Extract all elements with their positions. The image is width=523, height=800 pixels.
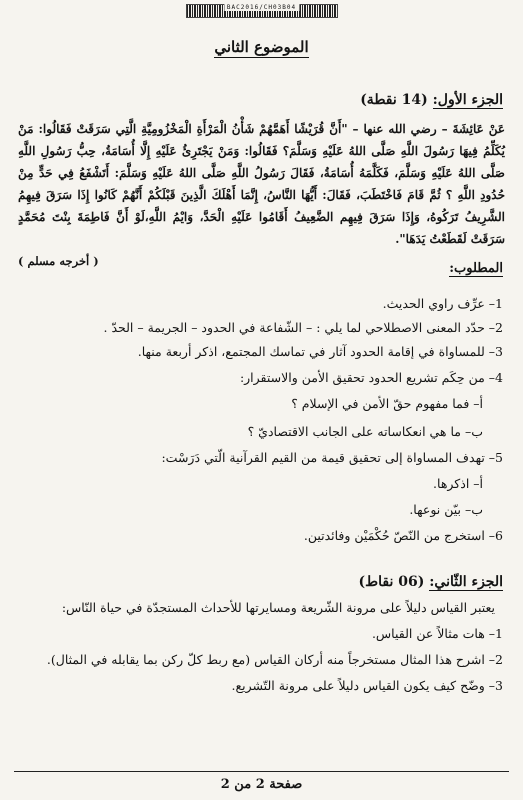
- hadith-text-block: [18, 118, 505, 272]
- part2-heading: [359, 574, 503, 590]
- topic-title-text: الموضوع الثاني: [214, 38, 309, 56]
- barcode-text: BAC2016/CH03B04: [224, 4, 299, 11]
- part2-label: الجزء الثّاني:: [429, 574, 503, 590]
- part1-label: الجزء الأول:: [432, 92, 503, 108]
- part2-question-1: 1– هات مثالاً عن القياس.: [371, 626, 503, 641]
- required-label: المطلوب:: [449, 261, 503, 276]
- question-2: 2– حدّد المعنى الاصطلاحي لما يلي : – الشّفاعة في الحدود – الجريمة – الحدّ .: [103, 320, 503, 335]
- page-number: صفحة 2 من 2: [220, 777, 303, 792]
- hadith-source: ( أخرجه مسلم ): [18, 254, 99, 268]
- question-4b: ب– ما هي انعكاساته على الجانب الاقتصاديّ ؟: [247, 424, 483, 439]
- topic-title: [0, 38, 523, 56]
- hadith-text: عَنْ عَائِشَةَ – رضي الله عنها – "أَنَّ قُرَيْشًا أَهَمَّهُمْ شَأْنُ الْمَرْأَةِ الْمَخْزُومِيَّةِ الَّتِي سَرَقَتْ فَقَالُوا: مَنْ يُكَلِّمُ فِيهَا رَسُولَ اللَّهِ صَلَّى اللهُ عَلَيْهِ وَسَلَّمَ؟ فَقَالُوا: وَمَنْ يَجْتَرِئُ عَلَيْهِ إِلَّا أُسَامَةُ، حِبُّ رَسُولِ اللَّهِ صَلَّى اللهُ عَلَيْهِ وَسَلَّمَ، فَكَلَّمَهُ أُسَامَةُ، فَقَالَ رَسُولُ اللَّهِ صَلَّى اللهُ عَلَيْهِ وَسَلَّمَ: أَتَشْفَعُ فِي حَدٍّ مِنْ حُدُودِ اللَّهِ ؟ ثُمَّ قَامَ فَاخْتَطَبَ، فَقَالَ: أَيُّهَا النَّاسُ، إِنَّمَا أَهْلَكَ الَّذِينَ قَبْلَكُمْ أَنَّهُمْ كَانُوا إِذَا سَرَقَ فِيهِمُ الشَّرِيفُ تَرَكُوهُ، وَإِذَا سَرَقَ فِيهِم الضَّعِيفُ أَقَامُوا عَلَيْهِ الْحَدَّ، وَايْمُ اللَّهِ،لَوْ أَنَّ فَاطِمَةَ بِنْتَ مُحَمَّدٍ سَرَقَتْ لَقَطَعْتُ يَدَهَا".: [18, 122, 505, 246]
- part2-question-2: 2– اشرح هذا المثال مستخرجاً منه أركان القياس (مع ربط كلّ ركن بما يقابله في المثال).: [46, 652, 503, 667]
- question-3: 3– للمساواة في إقامة الحدود آثار في تماسك المجتمع، اذكر أربعة منها.: [137, 344, 503, 359]
- question-4a: أ– فما مفهوم حقّ الأمن في الإسلام ؟: [291, 396, 483, 411]
- question-5: 5– تهدف المساواة إلى تحقيق قيمة من القيم القرآنية الّتي دَرَسْت:: [161, 450, 503, 465]
- question-6: 6– استخرج من النّصّ حُكْمَيْن وفائدتين.: [303, 528, 503, 543]
- part2-points: (06 نقاط): [358, 574, 425, 590]
- question-5a: أ– اذكرها.: [433, 476, 483, 491]
- question-5b: ب– بيّن نوعها.: [409, 502, 483, 517]
- part1-heading: [360, 92, 503, 108]
- question-1: 1– عرِّف راوي الحديث.: [382, 296, 503, 311]
- part2-question-3: 3– وضّح كيف يكون القياس دليلاً على مرونة التّشريع.: [231, 678, 503, 693]
- footer-divider: [14, 771, 509, 772]
- part1-points: (14 نقطة): [360, 92, 428, 108]
- question-4: 4– من حِكَم تشريع الحدود تحقيق الأمن والاستقرار:: [239, 370, 503, 385]
- part2-intro: يعتبر القياس دليلاً على مرونة الشّريعة ومسايرتها للأحداث المستجدّة في حياة النّاس:: [61, 600, 495, 615]
